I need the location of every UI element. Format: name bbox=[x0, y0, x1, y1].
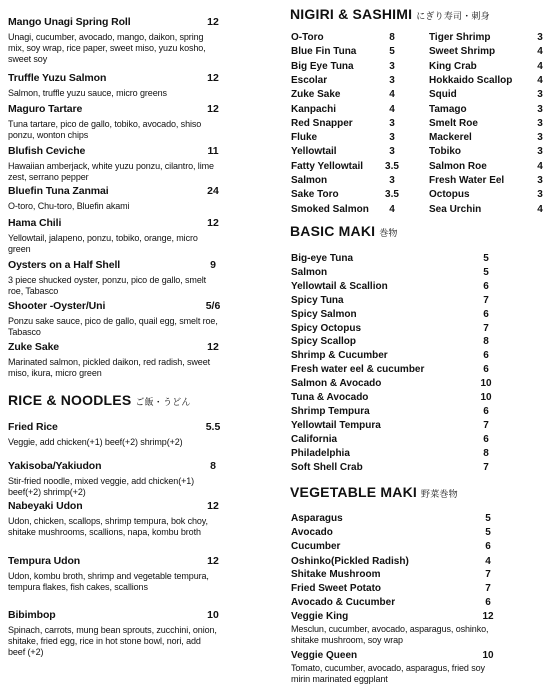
section-title-jp: 巻物 bbox=[379, 228, 398, 238]
maki-item-name: Philadelphia bbox=[291, 447, 350, 459]
menu-item bbox=[8, 341, 220, 379]
menu-item bbox=[8, 72, 220, 99]
section-title: RICE & NOODLES bbox=[8, 392, 132, 408]
nigiri-item-price: 3 bbox=[537, 175, 543, 186]
item-price: 12 bbox=[207, 217, 219, 229]
nigiri-item-name: Red Snapper bbox=[291, 117, 353, 129]
nigiri-item-name: Kanpachi bbox=[291, 103, 337, 115]
nigiri-item-price: 5 bbox=[389, 46, 395, 58]
section-title-vegetable-maki bbox=[290, 484, 458, 500]
nigiri-item-name: Escolar bbox=[291, 74, 328, 86]
nigiri-item-price: 3 bbox=[537, 189, 543, 201]
menu-item bbox=[8, 217, 220, 255]
maki-item-price: 10 bbox=[480, 392, 492, 403]
item-description: Yellowtail, jalapeno, ponzu, tobiko, orange, micro green bbox=[8, 233, 198, 255]
item-name: Nabeyaki Udon bbox=[8, 500, 83, 512]
menu-item bbox=[8, 300, 220, 338]
item-price: 8 bbox=[210, 460, 216, 472]
nigiri-item-price: 4 bbox=[537, 60, 543, 72]
nigiri-item-price: 3 bbox=[389, 132, 395, 144]
item-name: Oysters on a Half Shell bbox=[8, 259, 121, 271]
item-name: Bluefin Tuna Zanmai bbox=[8, 185, 109, 197]
item-name: Blufish Ceviche bbox=[8, 145, 86, 157]
menu-item bbox=[8, 259, 220, 297]
nigiri-item-price: 4 bbox=[537, 46, 543, 58]
item-price: 10 bbox=[207, 609, 219, 621]
item-name: Zuke Sake bbox=[8, 341, 60, 353]
item-description: Marinated salmon, pickled daikon, red radish, sweet miso, ikura, micro green bbox=[8, 357, 211, 379]
item-name: Bibimbop bbox=[8, 609, 56, 621]
veg-item-description: Mesclun, cucumber, avocado, asparagus, oshinko, shitake mushroom, soy wrap bbox=[291, 624, 489, 646]
menu-item bbox=[8, 555, 220, 593]
item-name: Maguro Tartare bbox=[8, 103, 83, 115]
section-title: NIGIRI & SASHIMI bbox=[290, 6, 413, 22]
nigiri-item-name: Sea Urchin bbox=[429, 203, 482, 215]
section-title: VEGETABLE MAKI bbox=[290, 484, 417, 500]
maki-item-name: Shrimp & Cucumber bbox=[291, 350, 388, 362]
section-title-jp: ご飯・うどん bbox=[135, 397, 191, 407]
maki-item-name: Fresh water eel & cucumber bbox=[291, 364, 425, 376]
nigiri-item-price: 3 bbox=[389, 117, 395, 129]
maki-item-price: 10 bbox=[480, 378, 492, 390]
veg-item-name: Fried Sweet Potato bbox=[291, 583, 382, 594]
nigiri-item-name: Sake Toro bbox=[291, 189, 339, 201]
nigiri-item-price: 4 bbox=[537, 160, 543, 172]
item-description: Hawaiian amberjack, white yuzu ponzu, cilantro, lime zest, serrano pepper bbox=[8, 161, 214, 183]
item-description: 3 piece shucked oyster, ponzu, pico de gallo, smelt roe, Tabasco bbox=[8, 275, 207, 297]
section-title-jp: 野菜巻物 bbox=[421, 489, 458, 499]
maki-item-price: 8 bbox=[483, 447, 489, 459]
nigiri-item-name: Smoked Salmon bbox=[291, 203, 369, 215]
veg-item-name: Avocado & Cucumber bbox=[291, 597, 396, 608]
nigiri-item-name: Octopus bbox=[429, 189, 470, 201]
maki-item-name: Salmon & Avocado bbox=[291, 378, 382, 390]
nigiri-item-name: Tiger Shrimp bbox=[429, 32, 491, 43]
menu-item bbox=[8, 16, 220, 66]
item-name: Fried Rice bbox=[8, 421, 58, 433]
veg-item-name: Veggie Queen bbox=[291, 650, 358, 661]
nigiri-item-price: 3.5 bbox=[385, 160, 399, 172]
nigiri-item-price: 4 bbox=[537, 74, 543, 86]
nigiri-item-price: 3 bbox=[537, 132, 543, 144]
maki-item-name: Big-eye Tuna bbox=[291, 253, 354, 264]
nigiri-item-price: 3 bbox=[537, 32, 543, 43]
item-name: Truffle Yuzu Salmon bbox=[8, 72, 107, 84]
veg-item-price: 6 bbox=[485, 541, 491, 552]
maki-item-price: 7 bbox=[483, 461, 489, 473]
item-price: 5/6 bbox=[205, 300, 221, 312]
item-description: Unagi, cucumber, avocado, mango, daikon, spring mix, soy wrap, rice paper, sweet miso, yuzu kosho, sweet soy bbox=[8, 32, 206, 65]
nigiri-item-price: 3 bbox=[389, 60, 395, 72]
veg-item-price: 12 bbox=[482, 611, 494, 622]
item-price: 12 bbox=[207, 72, 219, 84]
nigiri-item-name: Tamago bbox=[429, 103, 467, 115]
veg-item-name: Cucumber bbox=[291, 541, 341, 552]
nigiri-item-name: Fresh Water Eel bbox=[429, 175, 505, 186]
item-description: Ponzu sake sauce, pico de gallo, quail egg, smelt roe, Tabasco bbox=[8, 316, 218, 338]
nigiri-item-name: Sweet Shrimp bbox=[429, 46, 496, 58]
maki-item-name: Salmon bbox=[291, 266, 328, 278]
item-price: 12 bbox=[207, 103, 219, 115]
nigiri-item-name: King Crab bbox=[429, 60, 477, 72]
item-name: Yakisoba/Yakiudon bbox=[8, 460, 102, 472]
nigiri-item-price: 3 bbox=[537, 103, 543, 115]
maki-item-name: Yellowtail & Scallion bbox=[291, 280, 388, 292]
menu-item bbox=[8, 145, 220, 183]
item-price: 12 bbox=[207, 555, 219, 567]
nigiri-item-price: 4 bbox=[537, 203, 543, 215]
section-title: BASIC MAKI bbox=[290, 223, 376, 239]
nigiri-item-price: 3 bbox=[389, 146, 395, 158]
nigiri-item-name: Blue Fin Tuna bbox=[291, 46, 357, 58]
menu-item bbox=[8, 103, 220, 141]
nigiri-item-name: Zuke Sake bbox=[291, 89, 341, 101]
menu-item bbox=[8, 421, 220, 448]
maki-item-name: Yellowtail Tempura bbox=[291, 419, 381, 431]
item-description: Udon, chicken, scallops, shrimp tempura, bok choy, shitake mushrooms, scallions, napa, kombu broth bbox=[8, 516, 208, 538]
nigiri-item-name: Fatty Yellowtail bbox=[291, 160, 364, 172]
menu-item bbox=[8, 500, 220, 538]
item-description: Veggie, add chicken(+1) beef(+2) shrimp(+2) bbox=[8, 437, 183, 447]
maki-item-price: 6 bbox=[483, 350, 489, 362]
veg-item-price: 7 bbox=[485, 569, 491, 580]
item-description: Udon, kombu broth, shrimp and vegetable tempura, tempura flakes, fish cakes, scallions bbox=[8, 571, 209, 593]
maki-item-price: 6 bbox=[483, 308, 489, 320]
nigiri-item-name: Fluke bbox=[291, 132, 318, 144]
maki-item-name: Tuna & Avocado bbox=[291, 392, 369, 403]
item-description: Salmon, truffle yuzu sauce, micro greens bbox=[8, 88, 167, 98]
nigiri-item-name: Tobiko bbox=[429, 146, 462, 158]
veg-item-price: 5 bbox=[485, 527, 491, 538]
nigiri-item-price: 3 bbox=[537, 146, 543, 158]
veg-item-price: 10 bbox=[482, 650, 494, 661]
item-price: 5.5 bbox=[205, 421, 221, 433]
item-name: Hama Chili bbox=[8, 217, 62, 229]
item-description: Stir-fried noodle, mixed veggie, add chicken(+1) beef(+2) shrimp(+2) bbox=[8, 476, 195, 498]
item-description: O-toro, Chu-toro, Bluefin akami bbox=[8, 201, 130, 211]
nigiri-item-price: 8 bbox=[389, 32, 395, 43]
item-price: 12 bbox=[207, 16, 219, 28]
nigiri-item-name: Squid bbox=[429, 89, 457, 101]
maki-item-price: 7 bbox=[483, 322, 489, 334]
maki-item-name: Spicy Octopus bbox=[291, 322, 362, 334]
nigiri-item-name: Hokkaido Scallop bbox=[429, 74, 513, 86]
veg-item-name: Oshinko(Pickled Radish) bbox=[291, 556, 409, 567]
maki-item-name: Spicy Salmon bbox=[291, 308, 357, 320]
nigiri-item-name: Yellowtail bbox=[291, 146, 337, 158]
maki-item-name: California bbox=[291, 433, 338, 445]
section-title-basic-maki bbox=[290, 223, 398, 239]
nigiri-item-price: 4 bbox=[389, 89, 395, 101]
veg-item-price: 6 bbox=[485, 597, 491, 608]
veg-item-name: Asparagus bbox=[291, 513, 343, 524]
maki-item-price: 6 bbox=[483, 405, 489, 417]
nigiri-item-name: Salmon Roe bbox=[429, 160, 487, 172]
nigiri-item-price: 4 bbox=[389, 203, 395, 215]
nigiri-item-name: Smelt Roe bbox=[429, 117, 478, 129]
item-price: 24 bbox=[207, 185, 219, 197]
maki-item-price: 5 bbox=[483, 253, 489, 264]
menu-item bbox=[8, 185, 220, 212]
veg-item-name: Veggie King bbox=[291, 611, 349, 622]
section-title-rice-noodles bbox=[8, 392, 191, 408]
section-title-nigiri bbox=[290, 6, 490, 22]
nigiri-item-price: 3 bbox=[537, 117, 543, 129]
veg-item-name: Shitake Mushroom bbox=[291, 569, 381, 580]
nigiri-item-price: 3.5 bbox=[385, 189, 399, 201]
item-price: 12 bbox=[207, 500, 219, 512]
maki-item-price: 7 bbox=[483, 419, 489, 431]
nigiri-item-name: Big Eye Tuna bbox=[291, 60, 354, 72]
veg-item-price: 5 bbox=[485, 513, 491, 524]
item-name: Shooter -Oyster/Uni bbox=[8, 300, 106, 312]
maki-item-name: Spicy Tuna bbox=[291, 294, 344, 306]
nigiri-item-price: 3 bbox=[389, 74, 395, 86]
menu-item bbox=[8, 609, 220, 659]
item-price: 12 bbox=[207, 341, 219, 353]
item-price: 11 bbox=[207, 145, 219, 157]
veg-item-price: 7 bbox=[485, 583, 491, 594]
item-price: 9 bbox=[210, 259, 216, 271]
section-title-jp: にぎり寿司・刺身 bbox=[416, 11, 490, 21]
nigiri-item-name: Salmon bbox=[291, 175, 328, 186]
maki-item-name: Spicy Scallop bbox=[291, 336, 357, 348]
nigiri-item-price: 3 bbox=[537, 89, 543, 101]
item-description: Spinach, carrots, mung bean sprouts, zucchini, onion, shitake, fried egg, rice in hot stone bowl, nori, add beef (+2) bbox=[8, 625, 217, 658]
veg-item-price: 4 bbox=[485, 556, 491, 567]
maki-item-price: 6 bbox=[483, 364, 489, 376]
nigiri-item-price: 3 bbox=[389, 175, 395, 186]
maki-item-price: 6 bbox=[483, 280, 489, 292]
maki-item-name: Shrimp Tempura bbox=[291, 405, 370, 417]
maki-item-price: 5 bbox=[483, 266, 489, 278]
item-description: Tuna tartare, pico de gallo, tobiko, avocado, shiso ponzu, wonton chips bbox=[8, 119, 202, 141]
maki-item-price: 6 bbox=[483, 433, 489, 445]
nigiri-item-name: O-Toro bbox=[291, 32, 324, 43]
veg-item-description: Tomato, cucumber, avocado, asparagus, fried soy mirin marinated eggplant bbox=[291, 663, 485, 685]
nigiri-item-price: 4 bbox=[389, 103, 395, 115]
item-name: Tempura Udon bbox=[8, 555, 81, 567]
item-name: Mango Unagi Spring Roll bbox=[8, 16, 131, 28]
maki-item-price: 7 bbox=[483, 294, 489, 306]
nigiri-item-name: Mackerel bbox=[429, 132, 472, 144]
maki-item-name: Soft Shell Crab bbox=[291, 461, 363, 473]
maki-item-price: 8 bbox=[483, 336, 489, 348]
menu-item bbox=[8, 460, 220, 498]
veg-item-name: Avocado bbox=[291, 527, 333, 538]
